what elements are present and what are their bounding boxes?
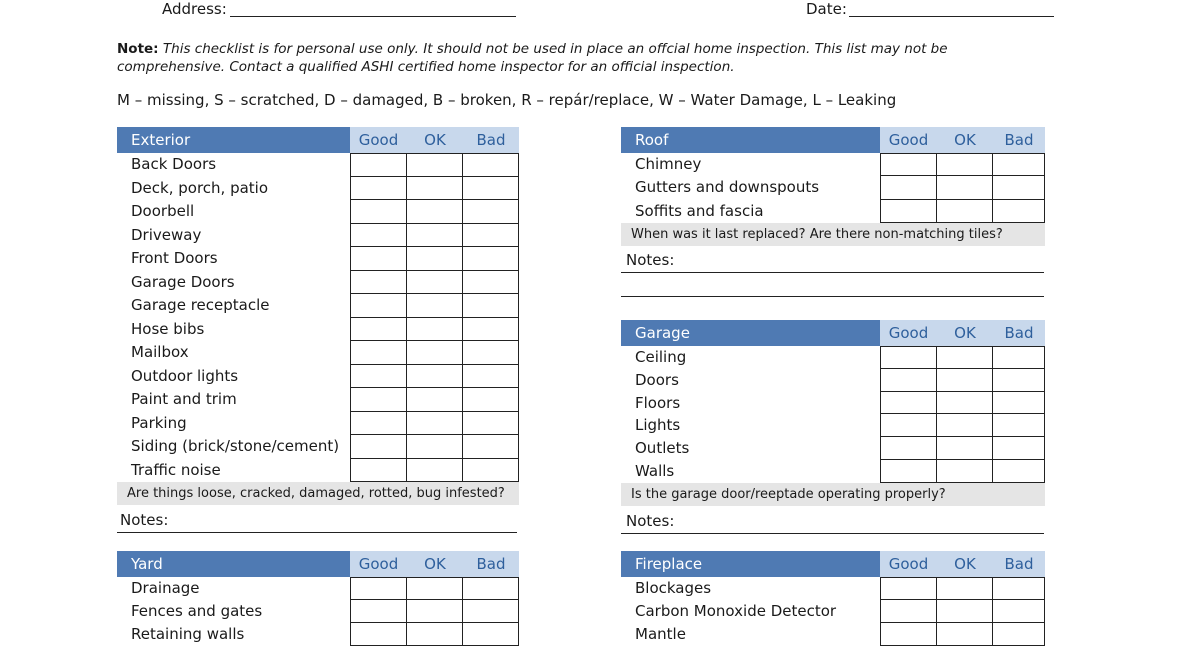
checkbox-good[interactable] <box>880 392 937 415</box>
address-field[interactable] <box>230 16 516 17</box>
checklist-row <box>621 176 1045 199</box>
checkbox-bad[interactable] <box>993 346 1045 369</box>
exterior-title: Exterior <box>117 127 350 153</box>
checkbox-bad[interactable] <box>463 341 519 365</box>
checklist-row <box>117 459 519 483</box>
checklist-row <box>621 369 1045 392</box>
checkbox-good[interactable] <box>350 294 407 318</box>
checkbox-good[interactable] <box>350 247 407 271</box>
roof-question: When was it last replaced? Are there non-matching tiles? <box>621 223 1045 246</box>
checklist-row <box>117 153 519 177</box>
col-good: Good <box>880 320 937 346</box>
checkbox-good[interactable] <box>350 318 407 342</box>
checkbox-good[interactable] <box>880 460 937 483</box>
item-label: Hose bibs <box>131 319 205 338</box>
checkbox-ok[interactable] <box>937 392 993 415</box>
checklist-row <box>117 200 519 224</box>
checkbox-bad[interactable] <box>463 412 519 436</box>
checkbox-ok[interactable] <box>937 577 993 600</box>
garage-notes-label: Notes: <box>626 511 675 530</box>
checklist-row <box>117 341 519 365</box>
col-good: Good <box>880 551 937 577</box>
checkbox-ok[interactable] <box>407 224 463 248</box>
checkbox-ok[interactable] <box>407 623 463 646</box>
checkbox-bad[interactable] <box>993 176 1045 199</box>
checklist-row <box>117 294 519 318</box>
checkbox-good[interactable] <box>880 623 937 646</box>
checklist-row <box>117 435 519 459</box>
col-bad: Bad <box>463 551 519 577</box>
checkbox-good[interactable] <box>350 365 407 389</box>
item-label: Drainage <box>131 579 200 597</box>
checkbox-good[interactable] <box>350 177 407 201</box>
checklist-row <box>117 224 519 248</box>
roof-title: Roof <box>621 127 880 153</box>
checkbox-bad[interactable] <box>993 623 1045 646</box>
checkbox-good[interactable] <box>350 200 407 224</box>
roof-section <box>621 127 1045 297</box>
disclaimer-note <box>117 40 1047 76</box>
checkbox-bad[interactable] <box>463 365 519 389</box>
checkbox-ok[interactable] <box>407 577 463 600</box>
item-label: Lights <box>635 416 681 435</box>
item-label: Mantle <box>635 625 686 643</box>
checkbox-bad[interactable] <box>993 392 1045 415</box>
item-label: Chimney <box>635 155 702 173</box>
garage-header <box>621 320 1045 346</box>
checklist-row <box>621 414 1045 437</box>
checkbox-good[interactable] <box>880 600 937 623</box>
col-ok: OK <box>937 320 993 346</box>
item-label: Siding (brick/stone/cement) <box>131 437 340 455</box>
checklist-row <box>621 623 1045 646</box>
checkbox-bad[interactable] <box>463 577 519 600</box>
checkbox-ok[interactable] <box>407 247 463 271</box>
checkbox-bad[interactable] <box>463 247 519 271</box>
checkbox-good[interactable] <box>880 437 937 460</box>
checkbox-good[interactable] <box>350 412 407 436</box>
exterior-notes-label: Notes: <box>120 511 169 529</box>
checkbox-ok[interactable] <box>937 437 993 460</box>
note-text: This checklist is for personal use only. It should not be used in place an offcial home inspection. This list may not be comprehensive. Contact a qualified ASHI certified home inspector for an official inspection. <box>117 41 948 75</box>
item-label: Deck, porch, patio <box>131 178 269 197</box>
exterior-header <box>117 127 519 153</box>
item-label: Walls <box>635 461 675 480</box>
item-label: Carbon Monoxide Detector <box>635 602 837 620</box>
checkbox-ok[interactable] <box>937 200 993 223</box>
checkbox-ok[interactable] <box>937 414 993 437</box>
address-label: Address: <box>162 0 227 18</box>
item-label: Front Doors <box>131 249 218 267</box>
roof-notes-field-2[interactable] <box>621 296 1044 297</box>
checklist-row <box>621 153 1045 176</box>
checkbox-ok[interactable] <box>937 623 993 646</box>
checkbox-bad[interactable] <box>463 224 519 248</box>
item-label: Floors <box>635 393 681 412</box>
note-prefix: Note: <box>117 41 159 57</box>
checkbox-bad[interactable] <box>993 200 1045 223</box>
checkbox-ok[interactable] <box>407 318 463 342</box>
col-good: Good <box>350 127 407 153</box>
checklist-row <box>117 600 519 623</box>
condition-legend: M – missing, S – scratched, D – damaged, B – broken, R – repár/replace, W – Water Damage, L – Leaking <box>117 91 897 109</box>
col-good: Good <box>880 127 937 153</box>
checklist-row <box>621 460 1045 483</box>
exterior-notes-field[interactable] <box>117 532 517 533</box>
checkbox-ok[interactable] <box>937 600 993 623</box>
checkbox-good[interactable] <box>880 176 937 199</box>
checkbox-ok[interactable] <box>407 600 463 623</box>
checklist-row <box>117 271 519 295</box>
checkbox-good[interactable] <box>350 435 407 459</box>
checkbox-bad[interactable] <box>993 577 1045 600</box>
checkbox-good[interactable] <box>350 577 407 600</box>
col-ok: OK <box>937 551 993 577</box>
roof-notes-label: Notes: <box>626 250 675 269</box>
item-label: Mailbox <box>131 343 189 361</box>
item-label: Outlets <box>635 439 690 458</box>
checkbox-bad[interactable] <box>463 388 519 412</box>
checkbox-good[interactable] <box>880 369 937 392</box>
checkbox-bad[interactable] <box>463 435 519 459</box>
fireplace-section <box>621 551 1045 646</box>
checkbox-ok[interactable] <box>407 294 463 318</box>
checkbox-ok[interactable] <box>407 459 463 483</box>
checkbox-ok[interactable] <box>937 369 993 392</box>
col-ok: OK <box>407 127 463 153</box>
checkbox-ok[interactable] <box>407 388 463 412</box>
garage-question: Is the garage door/reeptade operating properly? <box>621 483 1045 506</box>
checkbox-bad[interactable] <box>463 200 519 224</box>
item-label: Doorbell <box>131 202 195 220</box>
col-ok: OK <box>937 127 993 153</box>
checkbox-bad[interactable] <box>993 414 1045 437</box>
checkbox-good[interactable] <box>880 577 937 600</box>
checkbox-good[interactable] <box>350 600 407 623</box>
checkbox-ok[interactable] <box>407 200 463 224</box>
checklist-row <box>621 437 1045 460</box>
col-bad: Bad <box>993 320 1045 346</box>
checkbox-good[interactable] <box>350 271 407 295</box>
checkbox-ok[interactable] <box>407 412 463 436</box>
col-bad: Bad <box>993 127 1045 153</box>
checklist-row <box>621 200 1045 223</box>
checkbox-ok[interactable] <box>937 153 993 176</box>
checkbox-ok[interactable] <box>937 460 993 483</box>
checkbox-ok[interactable] <box>937 176 993 199</box>
checkbox-good[interactable] <box>350 623 407 646</box>
checklist-row <box>117 247 519 271</box>
col-good: Good <box>350 551 407 577</box>
item-label: Garage receptacle <box>131 296 270 314</box>
checklist-row <box>117 365 519 389</box>
checkbox-ok[interactable] <box>937 346 993 369</box>
checkbox-bad[interactable] <box>463 177 519 201</box>
checkbox-good[interactable] <box>880 346 937 369</box>
checkbox-bad[interactable] <box>993 369 1045 392</box>
item-label: Traffic noise <box>131 460 221 479</box>
fireplace-title: Fireplace <box>621 551 880 577</box>
checkbox-bad[interactable] <box>463 153 519 177</box>
checklist-row <box>117 623 519 646</box>
checklist-row <box>117 577 519 600</box>
checkbox-ok[interactable] <box>407 365 463 389</box>
checkbox-bad[interactable] <box>993 460 1045 483</box>
checkbox-ok[interactable] <box>407 153 463 177</box>
checklist-row <box>621 392 1045 415</box>
yard-title: Yard <box>117 551 350 577</box>
garage-section <box>621 320 1045 534</box>
item-label: Gutters and downspouts <box>635 178 820 197</box>
checkbox-bad[interactable] <box>463 271 519 295</box>
exterior-question: Are things loose, cracked, damaged, rotted, bug infested? <box>117 482 519 505</box>
roof-notes-field[interactable] <box>621 272 1044 273</box>
checkbox-good[interactable] <box>350 153 407 177</box>
yard-header <box>117 551 519 577</box>
col-bad: Bad <box>993 551 1045 577</box>
item-label: Driveway <box>131 225 202 244</box>
checklist-row <box>621 346 1045 369</box>
checkbox-ok[interactable] <box>407 177 463 201</box>
garage-title: Garage <box>621 320 880 346</box>
checkbox-good[interactable] <box>880 200 937 223</box>
item-label: Soffits and fascia <box>635 201 764 220</box>
checkbox-bad[interactable] <box>463 600 519 623</box>
col-ok: OK <box>407 551 463 577</box>
checkbox-good[interactable] <box>350 459 407 483</box>
checkbox-bad[interactable] <box>463 318 519 342</box>
item-label: Parking <box>131 413 187 432</box>
item-label: Ceiling <box>635 348 687 366</box>
item-label: Doors <box>635 370 679 389</box>
yard-section <box>117 551 519 646</box>
checklist-row <box>117 318 519 342</box>
checkbox-bad[interactable] <box>463 459 519 483</box>
checklist-row <box>621 600 1045 623</box>
item-label: Paint and trim <box>131 390 237 408</box>
checkbox-bad[interactable] <box>463 294 519 318</box>
fireplace-header <box>621 551 1045 577</box>
item-label: Back Doors <box>131 155 217 173</box>
item-label: Blockages <box>635 579 712 597</box>
checklist-row <box>621 577 1045 600</box>
roof-header <box>621 127 1045 153</box>
item-label: Fences and gates <box>131 602 263 620</box>
checkbox-bad[interactable] <box>993 153 1045 176</box>
checkbox-good[interactable] <box>350 388 407 412</box>
checklist-row <box>117 177 519 201</box>
checkbox-ok[interactable] <box>407 271 463 295</box>
item-label: Retaining walls <box>131 625 245 643</box>
checkbox-good[interactable] <box>350 224 407 248</box>
date-field[interactable] <box>849 16 1054 17</box>
checkbox-bad[interactable] <box>993 600 1045 623</box>
checklist-row <box>117 388 519 412</box>
checkbox-bad[interactable] <box>463 623 519 646</box>
checkbox-ok[interactable] <box>407 341 463 365</box>
col-bad: Bad <box>463 127 519 153</box>
item-label: Outdoor lights <box>131 366 239 385</box>
checkbox-ok[interactable] <box>407 435 463 459</box>
item-label: Garage Doors <box>131 272 235 291</box>
garage-notes-field[interactable] <box>621 533 1044 534</box>
checkbox-bad[interactable] <box>993 437 1045 460</box>
checklist-row <box>117 412 519 436</box>
checkbox-good[interactable] <box>350 341 407 365</box>
checkbox-good[interactable] <box>880 153 937 176</box>
date-label: Date: <box>806 0 847 18</box>
exterior-section <box>117 127 519 533</box>
checkbox-good[interactable] <box>880 414 937 437</box>
